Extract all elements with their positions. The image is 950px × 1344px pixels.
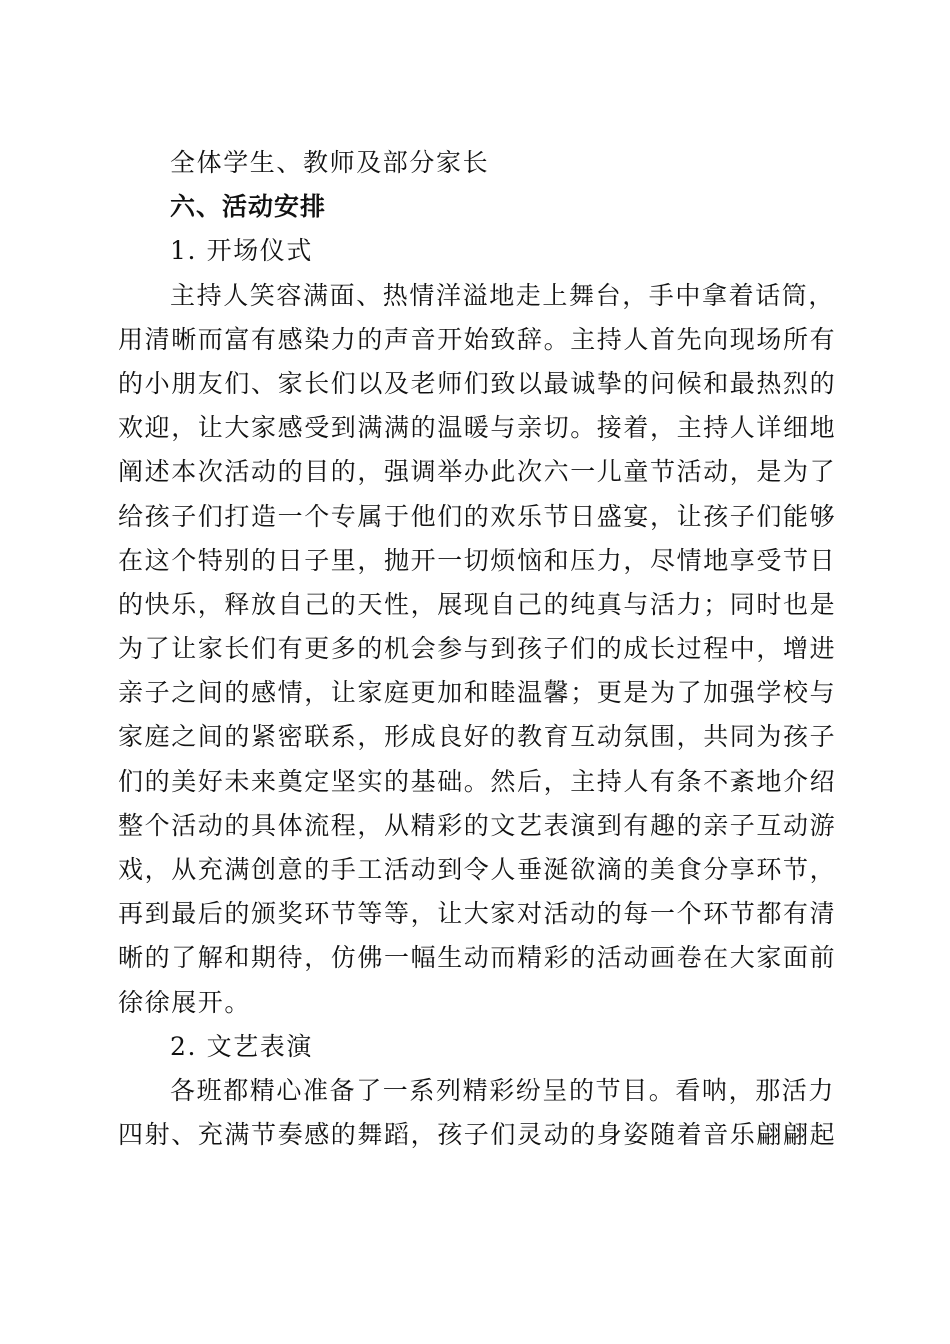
paragraph-line: 们的美好未来奠定坚实的基础。然后，主持人有条不紊地介绍: [118, 766, 837, 796]
paragraph-line: 戏，从充满创意的手工活动到令人垂涎欲滴的美食分享环节，: [118, 855, 837, 884]
paragraph-line: 整个活动的具体流程，从精彩的文艺表演到有趣的亲子互动游: [118, 810, 837, 840]
paragraph-line-last: 徐徐展开。: [118, 987, 252, 1017]
section-heading: 六、活动安排: [170, 192, 327, 222]
paragraph-line: 在这个特别的日子里，抛开一切烦恼和压力，尽情地享受节日: [118, 545, 837, 575]
paragraph-line: 各班都精心准备了一系列精彩纷呈的节目。看呐，那活力: [170, 1075, 836, 1105]
paragraph-line: 四射、充满节奏感的舞蹈，孩子们灵动的身姿随着音乐翩翩起: [118, 1120, 837, 1150]
paragraph-line: 主持人笑容满面、热情洋溢地走上舞台，手中拿着话筒，: [170, 280, 836, 310]
paragraph-opening-ceremony: [118, 274, 837, 1025]
paragraph-line: 的小朋友们、家长们以及老师们致以最诚挚的问候和最热烈的: [118, 368, 837, 398]
participants-text: 全体学生、教师及部分家长: [170, 148, 490, 177]
paragraph-line: 亲子之间的感情，让家庭更加和睦温馨；更是为了加强学校与: [118, 678, 837, 708]
document-body: [118, 141, 837, 1157]
paragraph-performance: [118, 1069, 837, 1157]
paragraph-line: 再到最后的颁奖环节等等，让大家对活动的每一个环节都有清: [118, 899, 837, 929]
subsection-heading-opening: 1. 开场仪式: [170, 236, 313, 266]
paragraph-line: 家庭之间的紧密联系，形成良好的教育互动氛围，共同为孩子: [118, 722, 837, 752]
paragraph-line: 阐述本次活动的目的，强调举办此次六一儿童节活动，是为了: [118, 457, 837, 487]
paragraph-line: 为了让家长们有更多的机会参与到孩子们的成长过程中，增进: [118, 634, 837, 664]
subsection-heading-performance: 2. 文艺表演: [170, 1031, 313, 1061]
paragraph-line: 给孩子们打造一个专属于他们的欢乐节日盛宴，让孩子们能够: [118, 501, 837, 531]
paragraph-line: 的快乐，释放自己的天性，展现自己的纯真与活力；同时也是: [118, 589, 837, 619]
paragraph-line: 晰的了解和期待，仿佛一幅生动而精彩的活动画卷在大家面前: [118, 943, 837, 973]
paragraph-line: 欢迎，让大家感受到满满的温暖与亲切。接着，主持人详细地: [118, 413, 837, 443]
paragraph-line: 用清晰而富有感染力的声音开始致辞。主持人首先向现场所有: [118, 324, 837, 354]
